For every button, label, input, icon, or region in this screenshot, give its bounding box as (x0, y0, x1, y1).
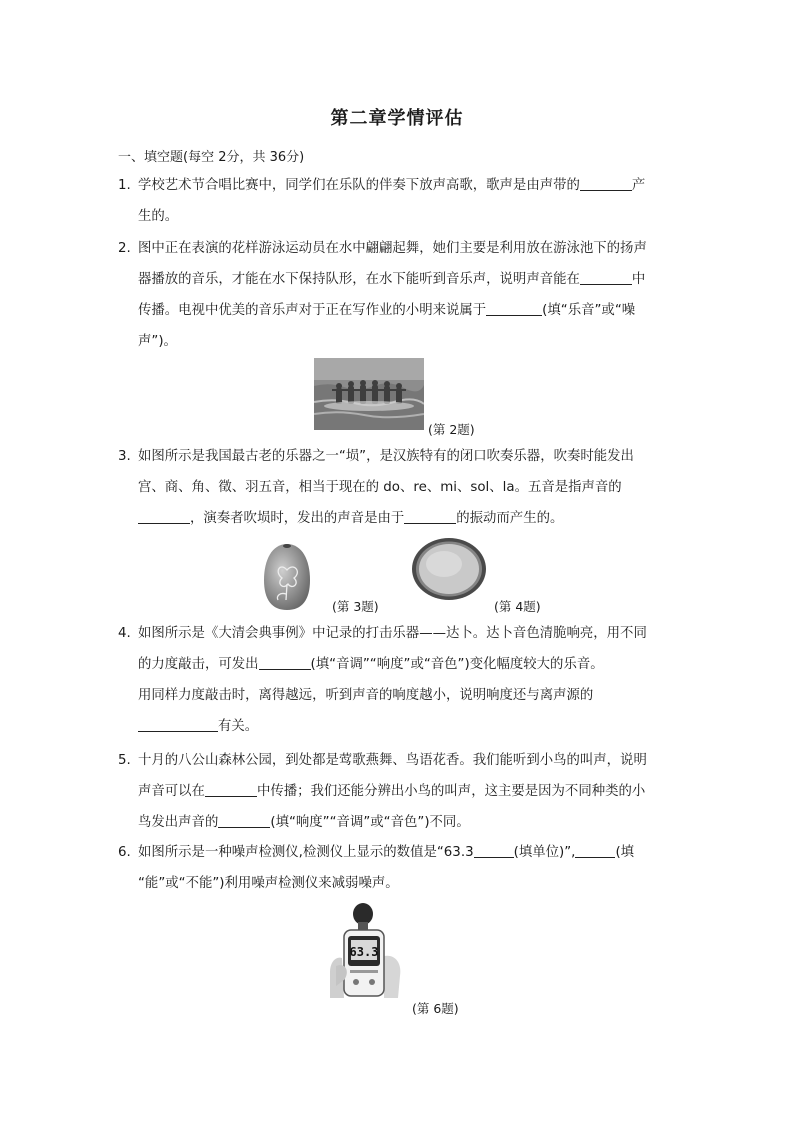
answer-blank[interactable] (580, 176, 632, 191)
synchronized-swimmers-photo (314, 358, 424, 430)
answer-blank[interactable] (218, 813, 270, 828)
question-text: 如图所示是《大清会典事例》中记录的打击乐器——达卜。达卜音色清脆响亮，用不同 (138, 626, 647, 641)
question-text: 声”)。 (138, 334, 177, 349)
question-number: 1. (118, 178, 131, 193)
question-text: 的力度敲击，可发出 (138, 657, 259, 672)
question-text: 鸟发出声音的 (138, 815, 219, 830)
question-text: 声音可以在 (138, 784, 205, 799)
question-text: 器播放的音乐，才能在水下保持队形，在水下能听到音乐声，说明声音能在 (138, 272, 580, 287)
question-number: 6. (118, 845, 131, 860)
question-4 (118, 618, 678, 742)
answer-blank[interactable] (580, 270, 632, 285)
section-heading: 一、填空题(每空 2分，共 36分) (118, 150, 305, 165)
figure-caption: (第 4题) (494, 599, 541, 614)
question-number: 5. (118, 753, 131, 768)
answer-blank[interactable] (205, 782, 257, 797)
question-text: ，演奏者吹埙时，发出的声音是由于 (190, 511, 405, 526)
question-text: 如图所示是我国最古老的乐器之一“埙”，是汉族特有的闭口吹奏乐器，吹奏时能发出 (138, 449, 634, 464)
question-text: 宫、商、角、徵、羽五音，相当于现在的 do、re、mi、sol、la。五音是指声音的 (138, 480, 622, 495)
answer-blank[interactable] (575, 843, 615, 858)
question-text: 学校艺术节合唱比赛中，同学们在乐队的伴奏下放声高歌，歌声是由声带的 (138, 178, 580, 193)
xun-instrument-image (262, 542, 312, 612)
answer-blank[interactable] (138, 717, 218, 732)
question-text: 传播。电视中优美的音乐声对于正在写作业的小明来说属于 (138, 303, 487, 318)
answer-blank[interactable] (474, 843, 514, 858)
meter-display: 63.3 (349, 945, 379, 959)
figure-caption: (第 3题) (332, 599, 379, 614)
question-text: (填“响度”“音调”或“音色”)不同。 (270, 815, 470, 830)
question-text: (填“音调”“响度”或“音色”)变化幅度较大的乐音。 (310, 657, 604, 672)
answer-blank[interactable] (138, 509, 190, 524)
question-text: 产 (631, 178, 646, 193)
question-5 (118, 745, 678, 838)
figure-caption: (第 2题) (428, 422, 475, 437)
page-title: 第二章学情评估 (330, 108, 464, 129)
question-text: 十月的八公山森林公园，到处都是莺歌燕舞、鸟语花香。我们能听到小鸟的叫声，说明 (138, 753, 647, 768)
question-6 (118, 837, 678, 899)
question-text: 如图所示是一种噪声检测仪,检测仪上显示的数值是“63.3 (138, 845, 474, 860)
question-text: (填 (615, 845, 635, 860)
question-text: (填单位)”, (513, 845, 576, 860)
question-text: 生的。 (138, 209, 179, 224)
question-2 (118, 233, 678, 357)
question-3 (118, 441, 678, 534)
figure-caption: (第 6题) (412, 1001, 459, 1016)
question-text: 中 (631, 272, 646, 287)
question-number: 2. (118, 241, 131, 256)
question-text: 有关。 (218, 719, 259, 734)
question-number: 4. (118, 626, 131, 641)
answer-blank[interactable] (404, 509, 456, 524)
question-text: 用同样力度敲击时，离得越远，听到声音的响度越小，说明响度还与离声源的 (138, 688, 594, 703)
question-1 (118, 170, 678, 232)
question-text: “能”或“不能”)利用噪声检测仪来减弱噪声。 (138, 876, 399, 891)
dabu-drum-image (410, 537, 488, 601)
question-number: 3. (118, 449, 131, 464)
noise-meter-image (326, 902, 404, 998)
question-text: (填“乐音”或“噪 (542, 303, 636, 318)
question-text: 图中正在表演的花样游泳运动员在水中翩翩起舞，她们主要是利用放在游泳池下的扬声 (138, 241, 647, 256)
question-text: 的振动而产生的。 (456, 511, 564, 526)
answer-blank[interactable] (259, 655, 311, 670)
question-text: 中传播；我们还能分辨出小鸟的叫声，这主要是因为不同种类的小 (256, 784, 646, 799)
answer-blank[interactable] (486, 301, 542, 316)
